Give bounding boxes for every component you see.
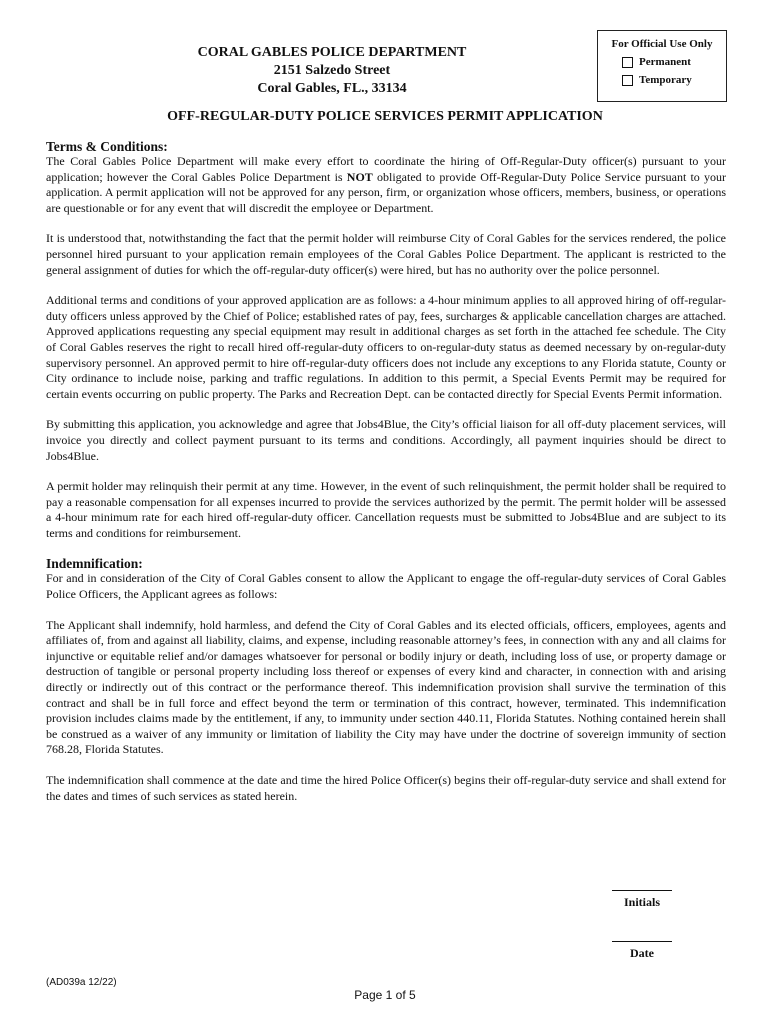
indemnification-paragraph-1: For and in consideration of the City of Coral Gables consent to allow the Applicant to engage the off-regular-duty services of Coral Gables Police Officers, the Applicant agrees as follows: [46,571,726,602]
page-number: Page 1 of 5 [354,988,416,1002]
department-city: Coral Gables, FL., 33134 [257,81,407,96]
initials-line[interactable] [612,890,672,891]
date-label: Date [630,946,654,960]
initials-label: Initials [623,895,660,909]
terms-paragraph-1 [46,154,726,216]
permanent-label: Permanent [639,56,691,68]
indemnification-heading: Indemnification: [46,556,143,572]
official-use-title: For Official Use Only [611,38,713,50]
terms-p1-part-a: The Coral Gables Police Department will make every effort to coordinate the hiring of Off-Regular-Duty officer(s) pursuant to your application; however the Coral Gables Police Department is [46,154,726,184]
document-body [46,139,726,804]
permanent-option[interactable] [622,56,726,68]
terms-paragraph-3: Additional terms and conditions of your approved application are as follows: a 4-hour minimum applies to all approved hiring of off-regular-duty officers unless approved by the Chief of Police; established rates of pay, fees, surcharges & applicable cancellation charges are attached. Approved applications requesting any special equipment may result in additional charges as set forth in the attached fee schedule. The City of Coral Gables reserves the right to recall hired off-regular-duty officers to on-regular-duty status as deemed necessary by on-regular-duty supervisory personnel. An approved permit to hire off-regular-duty officers does not include any exceptions to any Florida statute, County or City ordinance to include noise, parking and traffic regulations. In addition to this permit, a Special Events Permit may be required for certain events occurring on public property. The Parks and Recreation Dept. can be contacted directly for Special Events Permit information. [46,293,726,401]
indemnification-paragraph-3: The indemnification shall commence at the date and time the hired Police Officer(s) begins their off-regular-duty service and shall extend for the dates and times of such services as stated herein. [46,773,726,803]
department-street: 2151 Salzedo Street [273,63,391,78]
terms-heading: Terms & Conditions: [46,139,168,154]
terms-paragraph-4: By submitting this application, you acknowledge and agree that Jobs4Blue, the City’s official liaison for all off-duty placement services, will invoice you directly and collect payment pursuant to its terms and conditions. Accordingly, all payment inquiries should be direct to Jobs4Blue. [46,417,726,463]
terms-paragraph-5: A permit holder may relinquish their permit at any time. However, in the event of such relinquishment, the permit holder shall be required to pay a reasonable compensation for all expenses incurred to provide the services authorized by the permit. The permit holder will be assessed a 4-hour minimum rate for each hired off-regular-duty officer. Cancellation requests must be submitted to Jobs4Blue and are subject to its terms and conditions for reimbursement. [46,479,726,540]
department-header [170,44,494,98]
date-block[interactable] [600,941,684,961]
terms-p1-part-b: obligated to provide Off-Regular-Duty Police Service pursuant to your application. A permit application will not be approved for any person, firm, or organization whose officers, members, business, or operations are questionable or for any event that will discredit the employee or Department. [46,169,726,215]
temporary-checkbox[interactable] [622,75,633,86]
form-title: OFF-REGULAR-DUTY POLICE SERVICES PERMIT APPLICATION [167,109,603,124]
form-code: (AD039a 12/22) [46,977,117,988]
initials-block[interactable] [600,890,684,910]
indemnification-paragraph-2: The Applicant shall indemnify, hold harmless, and defend the City of Coral Gables and its elected officials, officers, employees, agents and affiliates of, from and against all liability, claims, and expense, including reasonable attorney’s fees, in connection with any and all claims for injunctive or equitable relief and/or damages whatsoever for personal or bodily injury or death, including loss of use, or property damage or destruction of tangible or personal property including loss thereof or expenses of every kind and character, in connection with and arising directly or indirectly out of this contract or the performance thereof. This indemnification provision shall survive the termination of this contract and shall be in full force and effect beyond the term or termination of this contract, however, terminated. This indemnification provision includes claims made by the entitlement, if any, to immunity under section 440.11, Florida Statutes. Nothing contained herein shall be construed as a waiver of any immunity or limitation of liability the City may have under the doctrine of sovereign immunity of section 768.28, Florida Statutes. [46,617,726,757]
terms-paragraph-2: It is understood that, notwithstanding the fact that the permit holder will reimburse City of Coral Gables for the services rendered, the police personnel hired pursuant to your application remain employees of the Coral Gables Police Department. The applicant is restricted to the general assignment of duties for which the off-regular-duty officer(s) were hired, but has no authority over the police personnel. [46,231,726,277]
date-line[interactable] [612,941,672,942]
permanent-checkbox[interactable] [622,57,633,68]
department-name: CORAL GABLES POLICE DEPARTMENT [197,45,467,60]
temporary-option[interactable] [622,74,726,86]
official-use-box [597,30,727,102]
terms-p1-emphasis: NOT [346,169,373,184]
temporary-label: Temporary [639,74,692,86]
